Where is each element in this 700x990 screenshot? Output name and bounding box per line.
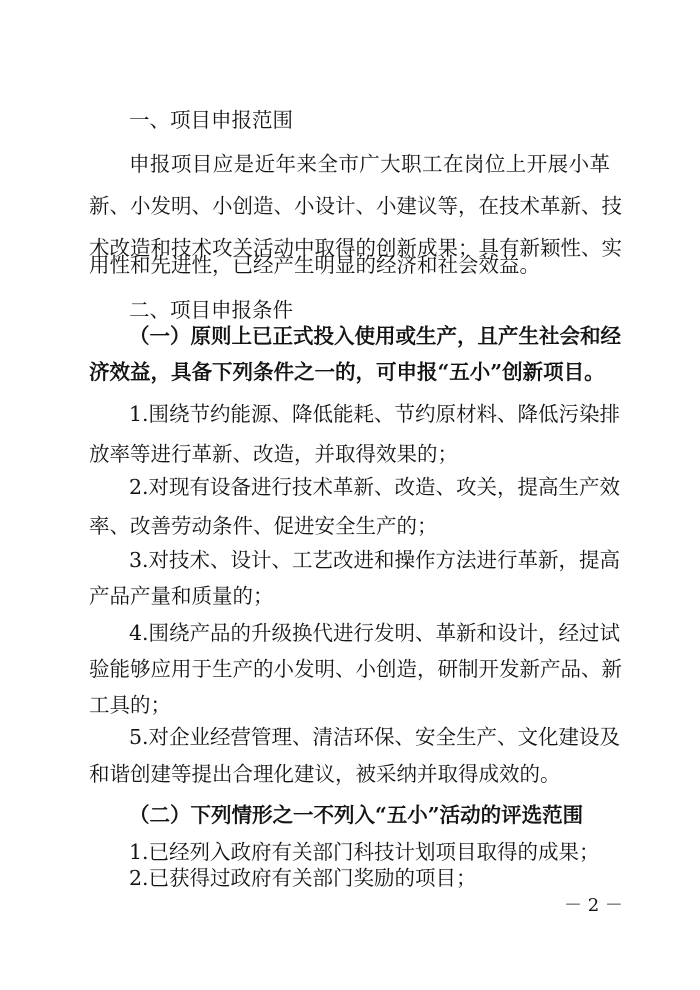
section-heading-conditions: 二、项目申报条件 [129,298,293,322]
list-item-line: 放率等进行革新、改造，并取得效果的； [89,442,458,466]
subsection-heading: （二）下列情形之一不列入“五小”活动的评选范围 [129,803,584,827]
list-item-line: 4.围绕产品的升级换代进行发明、革新和设计，经过试 [129,621,621,645]
page-number: － 2 － [564,895,623,916]
list-item-line: 3.对技术、设计、工艺改进和操作方法进行革新，提高 [129,548,621,572]
list-item-line: 产品产量和质量的； [89,584,274,608]
list-item-line: 和谐创建等提出合理化建议，被采纳并取得成效的。 [89,762,561,786]
paragraph-line: 术改造和技术攻关活动中取得的创新成果；具有新颖性、实 [89,236,622,260]
paragraph-line: 新、小发明、小创造、小设计、小建议等，在技术革新、技 [89,194,622,218]
list-item-line: 5.对企业经营管理、清洁环保、安全生产、文化建设及 [129,725,621,749]
paragraph-line: 用性和先进性，已经产生明显的经济和社会效益。 [89,253,540,277]
subsection-heading-line: 济效益，具备下列条件之一的，可申报“五小”创新项目。 [89,360,605,384]
section-heading-scope: 一、项目申报范围 [129,108,293,132]
list-item-line: 1.已经列入政府有关部门科技计划项目取得的成果； [129,840,600,864]
paragraph-line: 申报项目应是近年来全市广大职工在岗位上开展小革 [129,152,610,176]
list-item-line: 2.已获得过政府有关部门奖励的项目； [129,866,477,890]
list-item-line: 2.对现有设备进行技术革新、改造、攻关，提高生产效 [129,475,621,499]
list-item-line: 率、改善劳动条件、促进安全生产的； [89,514,438,538]
subsection-heading-line: （一）原则上已正式投入使用或生产，且产生社会和经 [129,324,621,348]
list-item-line: 1.围绕节约能源、降低能耗、节约原材料、降低污染排 [129,402,621,426]
list-item-line: 验能够应用于生产的小发明、小创造，研制开发新产品、新 [89,657,622,681]
list-item-line: 工具的； [89,693,171,717]
